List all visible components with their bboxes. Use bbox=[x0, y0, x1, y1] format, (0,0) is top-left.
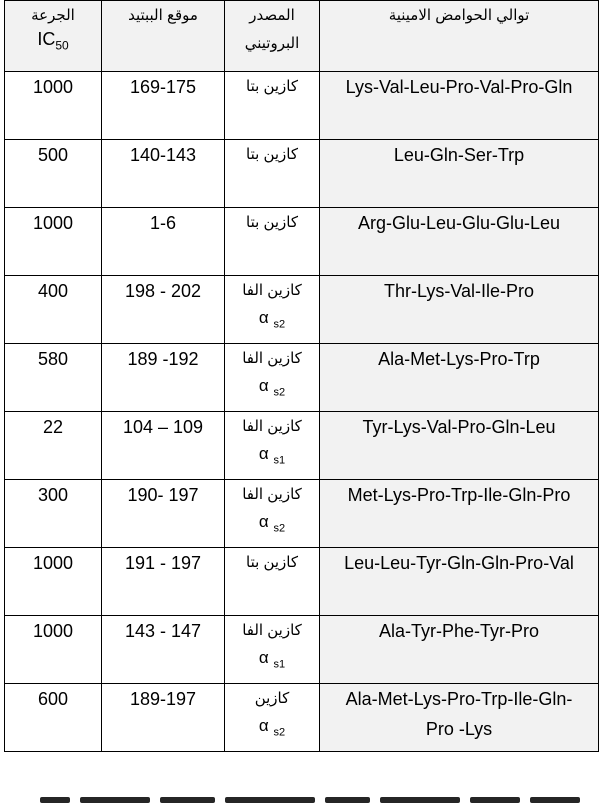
alpha-label bbox=[225, 510, 319, 540]
source-value: كازين بتا bbox=[246, 214, 298, 231]
alpha-subscript: s1 bbox=[273, 658, 286, 671]
ic50-value: 1000 bbox=[32, 77, 74, 97]
cell-ic50 bbox=[5, 616, 102, 684]
alpha-symbol: α bbox=[258, 716, 269, 735]
sequence-value: Arg-Glu-Leu-Glu-Glu-Leu bbox=[357, 213, 561, 233]
cell-position bbox=[102, 480, 225, 548]
source-value: كازين بتا bbox=[246, 78, 298, 95]
sequence-value: Met-Lys-Pro-Trp-Ile-Gln-Pro bbox=[347, 485, 571, 505]
cell-position bbox=[102, 412, 225, 480]
source-value: كازين bbox=[254, 690, 290, 707]
sequence-value: Tyr-Lys-Val-Pro-Gln-Leu bbox=[362, 417, 556, 437]
sequence-value: Leu-Leu-Tyr-Gln-Gln-Pro-Val bbox=[344, 553, 574, 573]
table-row bbox=[5, 140, 599, 208]
cell-sequence bbox=[320, 480, 599, 548]
header-position bbox=[102, 1, 225, 72]
source-value: كازين الفا bbox=[242, 350, 302, 367]
cell-sequence bbox=[320, 616, 599, 684]
cell-ic50 bbox=[5, 140, 102, 208]
ic50-value: 22 bbox=[42, 417, 64, 437]
cell-position bbox=[102, 616, 225, 684]
cell-position bbox=[102, 140, 225, 208]
position-value: 140-143 bbox=[129, 145, 197, 165]
sequence-value: Ala-Met-Lys-Pro-Trp-Ile-Gln- bbox=[345, 689, 573, 709]
sequence-value: Thr-Lys-Val-Ile-Pro bbox=[383, 281, 535, 301]
cell-position bbox=[102, 72, 225, 140]
ic50-value: 1000 bbox=[32, 553, 74, 573]
table-row bbox=[5, 72, 599, 140]
table-row bbox=[5, 616, 599, 684]
cell-sequence bbox=[320, 140, 599, 208]
cell-source bbox=[225, 412, 320, 480]
source-value: كازين بتا bbox=[246, 554, 298, 571]
source-value: كازين الفا bbox=[242, 282, 302, 299]
ic50-value: 500 bbox=[37, 145, 69, 165]
cell-position bbox=[102, 344, 225, 412]
header-sequence-label: توالي الحوامض الامينية bbox=[388, 7, 530, 24]
cell-sequence bbox=[320, 684, 599, 752]
position-value: 190- 197 bbox=[127, 485, 199, 505]
header-source-label-2: البروتيني bbox=[244, 35, 300, 52]
alpha-symbol: α bbox=[258, 376, 269, 395]
cell-ic50 bbox=[5, 684, 102, 752]
ic50-value: 580 bbox=[37, 349, 69, 369]
source-value: كازين الفا bbox=[242, 486, 302, 503]
ic50-value: 1000 bbox=[32, 621, 74, 641]
header-source-label-1: المصدر bbox=[249, 7, 295, 24]
alpha-label bbox=[225, 714, 319, 744]
cell-source bbox=[225, 208, 320, 276]
cell-source bbox=[225, 276, 320, 344]
cell-sequence bbox=[320, 276, 599, 344]
position-value: 191 - 197 bbox=[124, 553, 202, 573]
alpha-subscript: s1 bbox=[273, 454, 286, 467]
alpha-symbol: α bbox=[258, 648, 269, 667]
source-value: كازين الفا bbox=[242, 418, 302, 435]
position-value: 189-197 bbox=[129, 689, 197, 709]
cell-source bbox=[225, 684, 320, 752]
position-value: 143 - 147 bbox=[124, 621, 202, 641]
cell-ic50 bbox=[5, 412, 102, 480]
sequence-value: Lys-Val-Leu-Pro-Val-Pro-Gln bbox=[345, 77, 573, 97]
cell-source bbox=[225, 344, 320, 412]
cell-sequence bbox=[320, 412, 599, 480]
cell-position bbox=[102, 548, 225, 616]
sequence-value: Ala-Met-Lys-Pro-Trp bbox=[378, 349, 540, 369]
cell-source bbox=[225, 616, 320, 684]
alpha-label bbox=[225, 442, 319, 472]
cropped-text-line bbox=[40, 792, 580, 803]
header-ic50-unit bbox=[5, 29, 101, 53]
cell-source bbox=[225, 72, 320, 140]
ic50-value: 600 bbox=[37, 689, 69, 709]
cell-ic50 bbox=[5, 208, 102, 276]
cell-sequence bbox=[320, 548, 599, 616]
cell-sequence bbox=[320, 208, 599, 276]
ic50-value: 300 bbox=[37, 485, 69, 505]
table-row bbox=[5, 480, 599, 548]
cell-position bbox=[102, 276, 225, 344]
ic50-main: IC bbox=[37, 29, 56, 49]
alpha-symbol: α bbox=[258, 444, 269, 463]
sequence-value: Leu-Gln-Ser-Trp bbox=[393, 145, 525, 165]
position-value: 198 - 202 bbox=[124, 281, 202, 301]
sequence-cont: Pro -Lys bbox=[425, 719, 493, 739]
table-row bbox=[5, 684, 599, 752]
cell-ic50 bbox=[5, 344, 102, 412]
alpha-label bbox=[225, 306, 319, 336]
table-row bbox=[5, 208, 599, 276]
source-value: كازين بتا bbox=[246, 146, 298, 163]
header-source bbox=[225, 1, 320, 72]
cell-ic50 bbox=[5, 72, 102, 140]
table-row bbox=[5, 548, 599, 616]
alpha-subscript: s2 bbox=[273, 522, 286, 535]
ic50-value: 1000 bbox=[32, 213, 74, 233]
sequence-value: Ala-Tyr-Phe-Tyr-Pro bbox=[378, 621, 540, 641]
header-position-label: موقع الببتيد bbox=[128, 7, 198, 24]
header-ic50 bbox=[5, 1, 102, 72]
position-value: 104 – 109 bbox=[122, 417, 204, 437]
alpha-subscript: s2 bbox=[273, 318, 286, 331]
alpha-label bbox=[225, 374, 319, 404]
ic50-sub: 50 bbox=[55, 38, 69, 53]
alpha-symbol: α bbox=[258, 308, 269, 327]
ic50-value: 400 bbox=[37, 281, 69, 301]
table-row bbox=[5, 344, 599, 412]
cell-source bbox=[225, 140, 320, 208]
cell-source bbox=[225, 548, 320, 616]
position-value: 169-175 bbox=[129, 77, 197, 97]
alpha-subscript: s2 bbox=[273, 386, 286, 399]
table-row bbox=[5, 412, 599, 480]
cell-ic50 bbox=[5, 480, 102, 548]
cell-ic50 bbox=[5, 548, 102, 616]
header-row bbox=[5, 1, 599, 72]
alpha-subscript: s2 bbox=[273, 726, 286, 739]
cell-ic50 bbox=[5, 276, 102, 344]
cell-source bbox=[225, 480, 320, 548]
alpha-label bbox=[225, 646, 319, 676]
position-value: 1-6 bbox=[149, 213, 176, 233]
table-body bbox=[5, 72, 599, 752]
cell-position bbox=[102, 684, 225, 752]
cell-sequence bbox=[320, 344, 599, 412]
peptide-table bbox=[4, 0, 599, 752]
table-row bbox=[5, 276, 599, 344]
position-value: 189 -192 bbox=[127, 349, 199, 369]
cell-sequence bbox=[320, 72, 599, 140]
header-ic50-label: الجرعة bbox=[31, 7, 75, 24]
header-sequence bbox=[320, 1, 599, 72]
source-value: كازين الفا bbox=[242, 622, 302, 639]
alpha-symbol: α bbox=[258, 512, 269, 531]
cell-position bbox=[102, 208, 225, 276]
